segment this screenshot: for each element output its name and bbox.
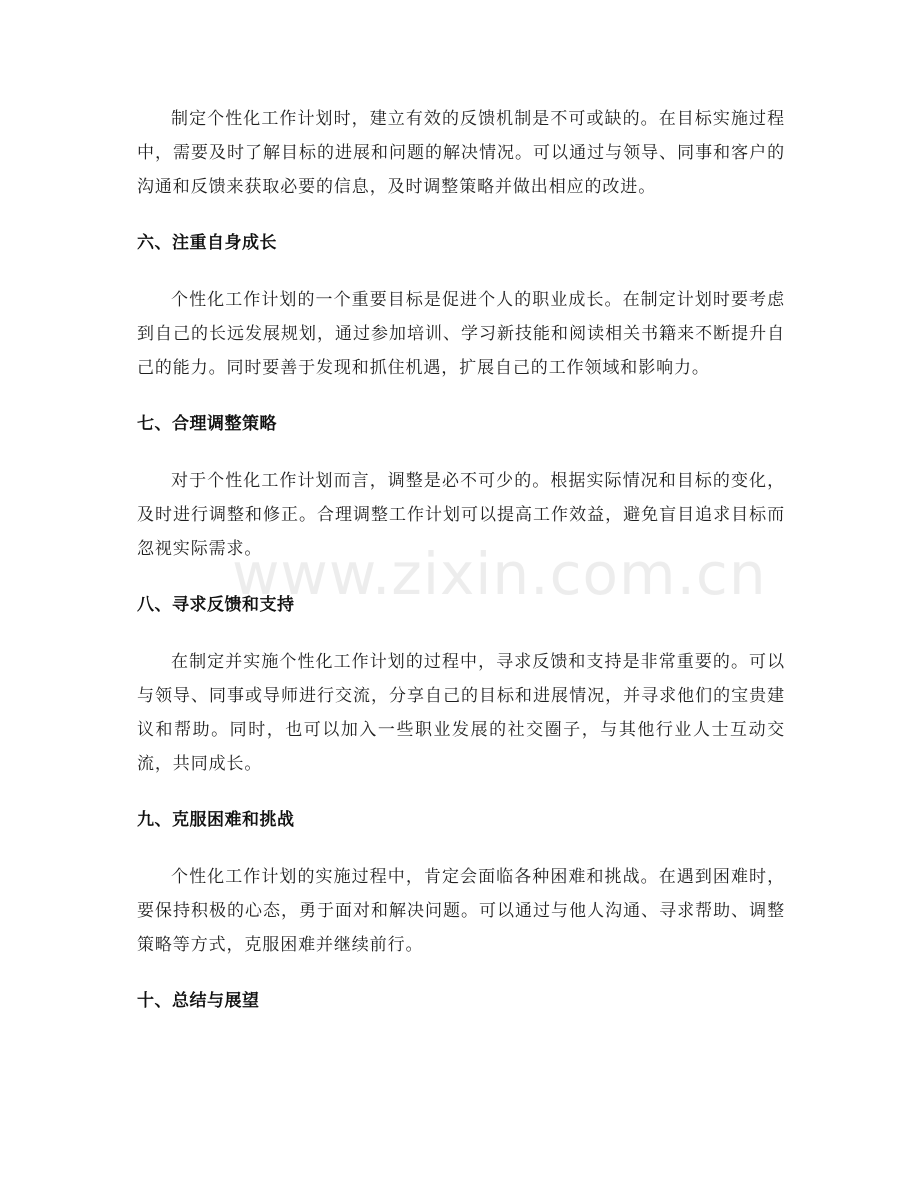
spacer	[137, 204, 785, 226]
paragraph-feedback-mechanism: 制定个性化工作计划时，建立有效的反馈机制是不可或缺的。在目标实施过程中，需要及时了解目标的进展和问题的解决情况。可以通过与领导、同事和客户的沟通和反馈来获取必要的信息，及时调整策略并做出相应的改进。	[137, 109, 785, 197]
spacer	[137, 385, 785, 407]
spacer	[137, 962, 785, 984]
paragraph-seek-feedback: 在制定并实施个性化工作计划的过程中，寻求反馈和支持是非常重要的。可以与领导、同事或导师进行交流，分享自己的目标和进展情况，并寻求他们的宝贵建议和帮助。同时，也可以加入一些职业发展的社交圈子，与其他行业人士互动交流，共同成长。	[137, 652, 785, 774]
spacer	[137, 622, 785, 645]
spacer	[137, 441, 785, 464]
watermark: www.zixin.com.cn	[232, 540, 767, 608]
section-heading-8: 八、寻求反馈和支持	[137, 595, 295, 615]
spacer	[137, 781, 785, 803]
section-heading-7: 七、合理调整策略	[137, 414, 277, 434]
section-heading-6: 六、注重自身成长	[137, 233, 277, 253]
section-heading-10: 十、总结与展望	[137, 991, 260, 1011]
spacer	[137, 837, 785, 860]
section-heading-9: 九、克服困难和挑战	[137, 810, 295, 830]
spacer	[137, 260, 785, 283]
paragraph-self-growth: 个性化工作计划的一个重要目标是促进个人的职业成长。在制定计划时要考虑到自己的长远发展规划，通过参加培训、学习新技能和阅读相关书籍来不断提升自己的能力。同时要善于发现和抓住机遇，扩展自己的工作领域和影响力。	[137, 290, 785, 378]
paragraph-overcome-difficulties: 个性化工作计划的实施过程中，肯定会面临各种困难和挑战。在遇到困难时，要保持积极的心态，勇于面对和解决问题。可以通过与他人沟通、寻求帮助、调整策略等方式，克服困难并继续前行。	[137, 867, 785, 955]
spacer	[137, 566, 785, 588]
document-body	[137, 102, 785, 1018]
paragraph-adjust-strategy: 对于个性化工作计划而言，调整是必不可少的。根据实际情况和目标的变化，及时进行调整和修正。合理调整工作计划可以提高工作效益，避免盲目追求目标而忽视实际需求。	[137, 471, 785, 559]
